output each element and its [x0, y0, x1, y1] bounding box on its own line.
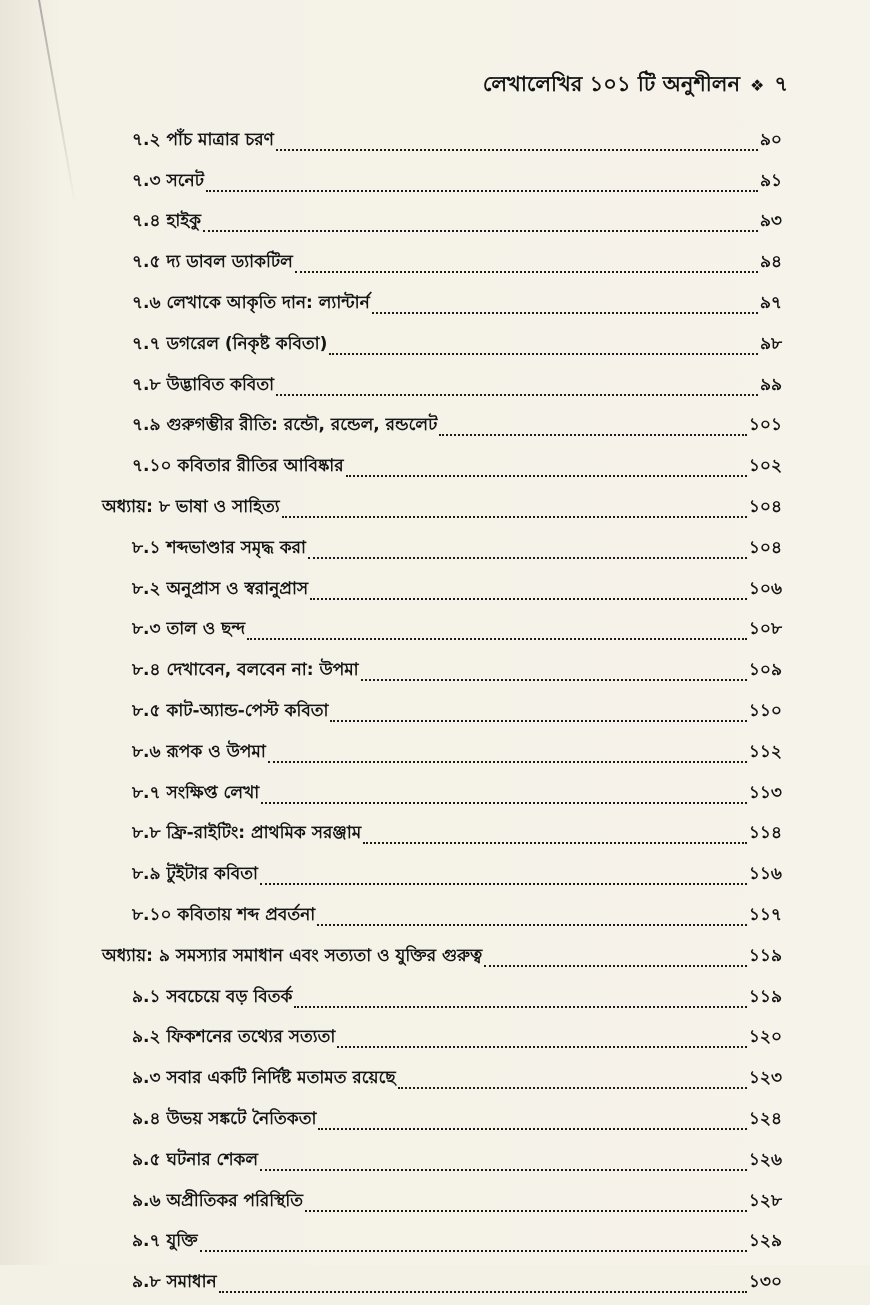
dot-leader	[219, 1291, 747, 1293]
toc-entry-page: ৯৭	[759, 292, 782, 313]
toc-section-entry	[102, 979, 782, 1020]
toc-entry-page: ১০২	[748, 456, 782, 477]
toc-chapter-entry	[102, 938, 782, 979]
dot-leader	[484, 965, 747, 967]
toc-entry-page: ১১৬	[748, 864, 782, 885]
toc-entry-page: ১২৬	[748, 1149, 782, 1170]
dot-leader	[260, 1169, 747, 1171]
toc-entry-page: ১১৭	[748, 904, 782, 925]
toc-section-entry	[102, 1060, 782, 1101]
dot-leader	[346, 475, 747, 477]
toc-section-entry	[102, 856, 782, 897]
toc-section-entry	[102, 775, 782, 816]
toc-entry-title: ৭.৯ গুরুগম্ভীর রীতি: রন্ডৌ, রন্ডেল, রন্ডলেট	[132, 415, 438, 436]
toc-entry-page: ১২৪	[748, 1108, 782, 1129]
dot-leader	[268, 761, 747, 763]
toc-entry-title: ৭.২ পাঁচ মাত্রার চরণ	[132, 129, 274, 150]
toc-section-entry	[102, 1020, 782, 1061]
toc-section-entry	[102, 1224, 782, 1265]
table-of-contents	[102, 122, 782, 1305]
toc-entry-title: ৯.৭ যুক্তি	[132, 1231, 198, 1252]
toc-entry-page: ১১৪	[748, 823, 782, 844]
toc-section-entry	[102, 1183, 782, 1224]
toc-section-entry	[102, 1264, 782, 1305]
toc-entry-title: অধ্যায়: ৮ ভাষা ও সাহিত্য	[102, 496, 280, 517]
dot-leader	[305, 1210, 747, 1212]
toc-entry-title: ৯.৪ উভয় সঙ্কটে নৈতিকতা	[132, 1108, 317, 1129]
toc-entry-title: ৭.৮ উদ্ভাবিত কবিতা	[132, 374, 275, 395]
toc-entry-page: ১০৪	[748, 537, 782, 558]
toc-entry-title: ৮.৩ তাল ও ছন্দ	[132, 619, 246, 640]
dot-leader	[294, 1006, 747, 1008]
toc-entry-page: ১০৯	[748, 660, 782, 681]
toc-section-entry	[102, 204, 782, 245]
toc-entry-title: ৭.৭ ডগরেল (নিকৃষ্ট কবিতা)	[132, 333, 328, 354]
dot-leader	[329, 353, 758, 355]
toc-section-entry	[102, 897, 782, 938]
dot-leader	[200, 1250, 747, 1252]
dot-leader	[247, 638, 747, 640]
toc-section-entry	[102, 326, 782, 367]
toc-section-entry	[102, 244, 782, 285]
toc-entry-page: ১১০	[748, 700, 782, 721]
toc-entry-page: ৯১	[759, 170, 782, 191]
toc-entry-page: ১১৯	[748, 986, 782, 1007]
dot-leader	[361, 679, 747, 681]
dot-leader	[282, 516, 747, 518]
toc-section-entry	[102, 612, 782, 653]
toc-entry-title: ৯.৫ ঘটনার শেকল	[132, 1149, 259, 1170]
dot-leader	[363, 842, 747, 844]
toc-entry-page: ১২৮	[748, 1190, 782, 1211]
toc-section-entry	[102, 367, 782, 408]
toc-chapter-entry	[102, 489, 782, 530]
dot-leader	[203, 230, 758, 232]
toc-entry-title: ৮.১ শব্দভাণ্ডার সমৃদ্ধ করা	[132, 537, 306, 558]
toc-section-entry	[102, 734, 782, 775]
dot-leader	[260, 883, 747, 885]
toc-entry-page: ১১৩	[748, 782, 782, 803]
toc-entry-title: ৮.৭ সংক্ষিপ্ত লেখা	[132, 782, 260, 803]
toc-entry-page: ১০৮	[748, 619, 782, 640]
toc-section-entry	[102, 816, 782, 857]
toc-section-entry	[102, 652, 782, 693]
toc-entry-page: ৯৮	[759, 333, 782, 354]
toc-entry-title: ৮.১০ কবিতায় শব্দ প্রবর্তনা	[132, 904, 316, 925]
dot-leader	[276, 394, 758, 396]
toc-section-entry	[102, 163, 782, 204]
toc-entry-page: ১৩০	[748, 1272, 782, 1293]
toc-entry-title: ৮.৯ টুইটার কবিতা	[132, 864, 258, 885]
toc-entry-title: ৯.৬ অপ্রীতিকর পরিস্থিতি	[132, 1190, 304, 1211]
diamond-ornament-icon: ❖	[750, 76, 765, 95]
dot-leader	[276, 149, 758, 151]
toc-section-entry	[102, 1142, 782, 1183]
toc-entry-page: ৯০	[759, 129, 782, 150]
toc-entry-page: ৯৩	[759, 211, 782, 232]
toc-entry-page: ১২৩	[748, 1068, 782, 1089]
dot-leader	[372, 312, 758, 314]
page-number: ৭	[774, 72, 788, 96]
toc-section-entry	[102, 285, 782, 326]
dot-leader	[330, 720, 746, 722]
toc-entry-page: ১১৯	[748, 945, 782, 966]
dot-leader	[261, 802, 747, 804]
toc-entry-page: ৯৪	[759, 252, 782, 273]
toc-entry-title: ৯.৮ সমাধান	[132, 1272, 217, 1293]
toc-entry-title: অধ্যায়: ৯ সমস্যার সমাধান এবং সত্যতা ও যুক্তির গুরুত্ব	[102, 945, 483, 966]
toc-section-entry	[102, 448, 782, 489]
toc-entry-title: ৭.৬ লেখাকে আকৃতি দান: ল্যান্টার্ন	[132, 292, 370, 313]
toc-entry-title: ৮.২ অনুপ্রাস ও স্বরানুপ্রাস	[132, 578, 309, 599]
toc-entry-title: ৮.৮ ফ্রি-রাইটিং: প্রাথমিক সরঞ্জাম	[132, 823, 362, 844]
dot-leader	[317, 924, 747, 926]
toc-entry-page: ১১২	[748, 741, 782, 762]
toc-entry-title: ৮.৫ কাট-অ্যান্ড-পেস্ট কবিতা	[132, 700, 329, 721]
toc-section-entry	[102, 122, 782, 163]
running-header-title: লেখালেখির ১০১ টি অনুশীলন	[482, 72, 740, 96]
toc-section-entry	[102, 571, 782, 612]
toc-entry-title: ৯.৩ সবার একটি নির্দিষ্ট মতামত রয়েছে	[132, 1068, 396, 1089]
running-header	[483, 68, 788, 103]
dot-leader	[308, 557, 747, 559]
toc-entry-page: ১০৪	[748, 496, 782, 517]
toc-entry-page: ১২৯	[748, 1231, 782, 1252]
dot-leader	[398, 1087, 747, 1089]
toc-entry-title: ৭.১০ কবিতার রীতির আবিষ্কার	[132, 456, 344, 477]
toc-entry-page: ১০১	[748, 415, 782, 436]
toc-entry-page: ৯৯	[759, 374, 782, 395]
toc-entry-page: ১০৬	[748, 578, 782, 599]
toc-entry-title: ৯.২ ফিকশনের তথ্যের সত্যতা	[132, 1027, 336, 1048]
page-binding-edge	[38, 0, 76, 207]
toc-entry-title: ৭.৫ দ্য ডাবল ড্যাকটিল	[132, 252, 293, 273]
dot-leader	[318, 1128, 746, 1130]
toc-entry-title: ৮.৬ রূপক ও উপমা	[132, 741, 266, 762]
toc-entry-title: ৭.৪ হাইকু	[132, 211, 202, 232]
toc-section-entry	[102, 693, 782, 734]
dot-leader	[295, 271, 758, 273]
toc-entry-title: ৭.৩ সনেট	[132, 170, 204, 191]
toc-entry-page: ১২০	[748, 1027, 782, 1048]
toc-section-entry	[102, 408, 782, 449]
toc-entry-title: ৯.১ সবচেয়ে বড় বিতর্ক	[132, 986, 293, 1007]
dot-leader	[310, 598, 747, 600]
dot-leader	[337, 1046, 747, 1048]
toc-section-entry	[102, 530, 782, 571]
dot-leader	[206, 190, 758, 192]
dot-leader	[439, 434, 747, 436]
toc-entry-title: ৮.৪ দেখাবেন, বলবেন না: উপমা	[132, 660, 359, 681]
toc-section-entry	[102, 1101, 782, 1142]
